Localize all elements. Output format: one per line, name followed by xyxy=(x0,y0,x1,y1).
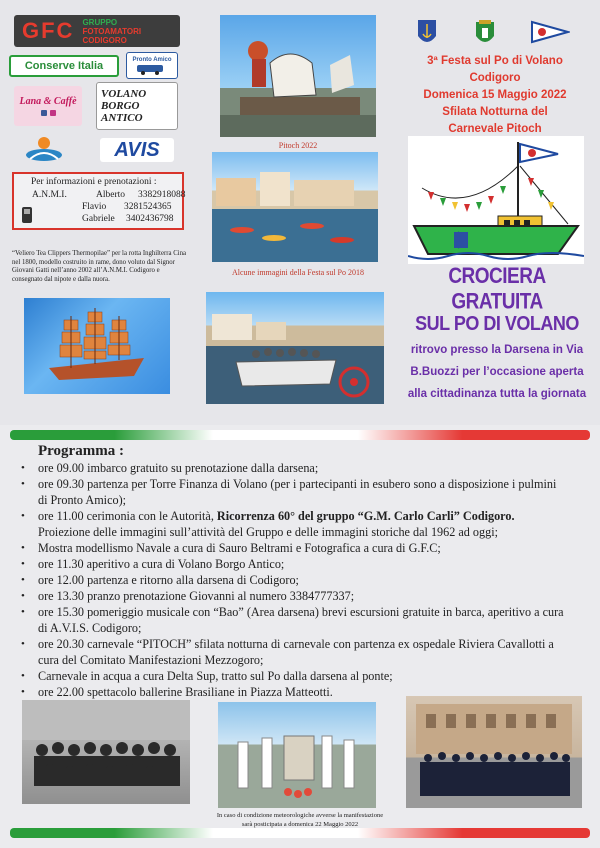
programma-title: Programma : xyxy=(38,443,124,459)
contact-phone-2: 3281524365 xyxy=(124,202,172,212)
event-place: Codigoro xyxy=(469,72,521,84)
delta-sup-logo xyxy=(24,133,64,165)
program-item-3-bold: Ricorrenza 60° del gruppo “G.M. Carlo Carli” Codigoro. xyxy=(216,509,515,523)
program-item-9: • ore 20.30 carnevale “PITOCH” sfilata notturna di carnevale con partenza ex ospedale Riviera Cavallotti a cura del Comitato Manifestazioni Mezzogoro; xyxy=(38,636,568,668)
coat-of-arms-icon xyxy=(474,18,496,48)
conserve-italia-text: Conserve Italia xyxy=(24,60,104,72)
pitoch-caption: Pitoch 2022 xyxy=(278,141,318,150)
festa-photo-2 xyxy=(206,292,384,404)
veliero-photo xyxy=(24,298,170,394)
volano-text: VOLANO xyxy=(101,88,147,100)
pronto-amico-logo xyxy=(126,52,178,79)
program-item-6: • ore 12.00 partenza e ritorno alla darsena di Codigoro; xyxy=(38,572,568,588)
boat-crowd-icon xyxy=(206,292,384,404)
volano-borgo-antico-logo xyxy=(96,82,178,130)
pronto-amico-text: Pronto Amico xyxy=(132,56,172,63)
social-icons xyxy=(41,110,56,116)
carnival-float-icon xyxy=(220,15,376,137)
contacts-box xyxy=(12,172,184,230)
contact-name-3: Gabriele xyxy=(82,214,115,224)
event-carnevale: Carnevale Pitoch xyxy=(448,123,542,135)
boat-icon xyxy=(408,136,584,264)
italian-flag-stripe-top xyxy=(10,430,590,440)
footer-note-2: sarà posticipata a domenica 22 Maggio 2022 xyxy=(241,821,359,828)
conserve-italia-logo xyxy=(9,55,119,77)
event-date: Domenica 15 Maggio 2022 xyxy=(423,89,567,101)
program-item-7: • ore 13.30 pranzo prenotazione Giovanni al numero 3384777337; xyxy=(38,588,568,604)
event-title: 3ª Festa sul Po di Volano xyxy=(427,55,563,67)
pennant-flag-icon xyxy=(530,18,570,46)
programma-list xyxy=(38,460,568,700)
group-bw-icon xyxy=(22,700,190,804)
festa-photo-1 xyxy=(212,152,378,262)
program-item-1: • ore 09.00 imbarco gratuito su prenotazione dalla darsena; xyxy=(38,460,568,476)
footer-note-1: In caso di condizione meteorologiche avverse la manifestazione xyxy=(216,812,384,819)
program-item-8: • ore 15.30 pomeriggio musicale con “Bao” (Area darsena) brevi escursioni gratuite in barca, aperitivo a cura di A.V.I.S. Codigoro; xyxy=(38,604,568,636)
contact-phone-1: 3382918088 xyxy=(138,190,186,200)
program-item-4: • Mostra modellismo Navale a cura di Sauro Beltrami e Fotografica a cura di G.F.C; xyxy=(38,540,568,556)
program-item-5: • ore 11.30 aperitivo a cura di Volano Borgo Antico; xyxy=(38,556,568,572)
avis-logo xyxy=(100,138,174,162)
group-square-photo xyxy=(406,696,582,808)
phone-icon xyxy=(20,206,34,224)
cruise-subtitle: SUL PO DI VOLANO xyxy=(415,311,579,335)
antico-text: ANTICO xyxy=(101,112,143,124)
shield-anchor-icon xyxy=(416,18,438,48)
gfc-sub2: FOTOAMATORI xyxy=(82,26,142,36)
sup-icon xyxy=(24,133,64,165)
program-item-10: • Carnevale in acqua a cura Delta Sup, tratto sul Po dalla darsena al ponte; xyxy=(38,668,568,684)
contact-name-1: Alberto xyxy=(96,190,126,200)
anmi-emblem xyxy=(416,18,438,48)
cruise-text-1: ritrovo presso la Darsena in Via xyxy=(410,344,584,356)
group-navy-icon xyxy=(406,696,582,808)
monument-ceremony-icon xyxy=(218,702,376,808)
program-item-3 xyxy=(38,508,568,540)
lana-caffe-text: Lana & Caffè xyxy=(19,96,77,107)
italian-flag-stripe-bottom xyxy=(10,828,590,838)
gfc-letters: GFC xyxy=(22,18,75,43)
historic-group-photo xyxy=(22,700,190,804)
program-item-11: • ore 22.00 spettacolo ballerine Brasiliane in Piazza Matteotti. xyxy=(38,684,568,700)
avis-text: AVIS xyxy=(114,138,160,161)
gfc-sub1: GRUPPO xyxy=(82,17,118,27)
gfc-logo xyxy=(14,15,180,47)
contacts-heading: Per informazioni e prenotazioni : xyxy=(31,177,157,187)
cruise-text-3: alla cittadinanza tutta la giornata xyxy=(407,388,587,400)
program-item-3-a: ore 11.00 cerimonia con le Autorità, xyxy=(38,509,217,523)
codigoro-emblem xyxy=(474,18,496,48)
program-item-3-b: Proiezione delle immagini sull’attività del Gruppo e delle immagini storiche dal 1962 ad oggi; xyxy=(38,525,498,539)
contacts-org: A.N.M.I. xyxy=(32,190,67,200)
veliero-text: “Veliero Tea Clippers Thermopilae” per la rotta Inghilterra Cina nel 1800, modello costruito in rame, dono voluto dal Signor Giovani Gatti nell’anno 2002 all’A.N.M.I. Codigoro e consegnato dal nipote e dalla nuora. xyxy=(12,250,187,283)
cruise-text-2: B.Buozzi per l’occasione aperta xyxy=(410,366,584,378)
pitoch-photo xyxy=(220,15,376,137)
boat-illustration xyxy=(408,136,584,264)
kayaks-icon xyxy=(212,152,378,262)
ship-model-icon xyxy=(24,298,170,394)
contact-phone-3: 3402436798 xyxy=(126,214,174,224)
lana-caffe-logo xyxy=(14,86,82,126)
gfc-sub3: CODIGORO xyxy=(82,35,127,45)
cruise-title: CROCIERA GRATUITA xyxy=(448,264,546,315)
borgo-text: BORGO xyxy=(101,100,140,112)
program-item-2: • ore 09.30 partenza per Torre Finanza di Volano (per i partecipanti in esubero sono a disposizione i pulmini di Pronto Amico); xyxy=(38,476,568,508)
pennant-emblem xyxy=(530,18,570,46)
van-icon xyxy=(135,63,169,75)
event-sfilata: Sfilata Notturna del xyxy=(442,106,548,118)
contact-name-2: Flavio xyxy=(82,202,107,212)
festa-caption: Alcune immagini della Festa sul Po 2018 xyxy=(232,268,364,277)
ceremony-photo xyxy=(218,702,376,808)
